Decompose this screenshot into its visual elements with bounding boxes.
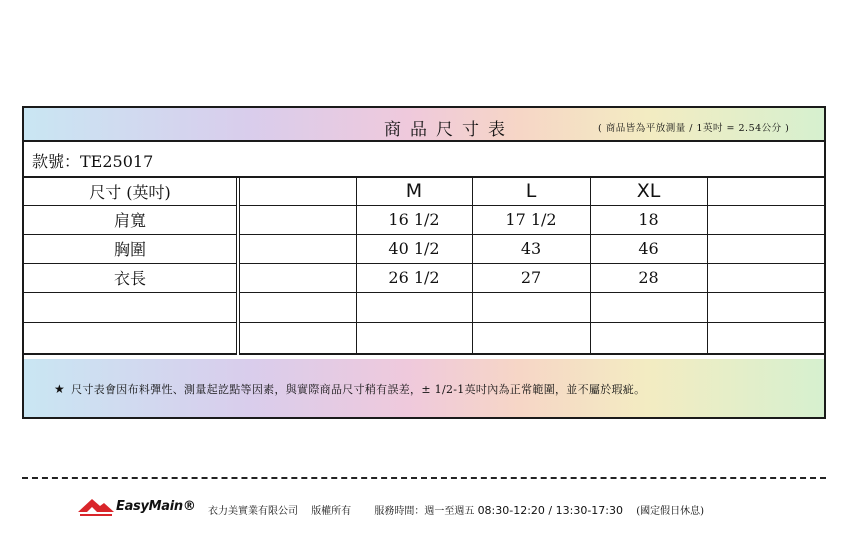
size-header-blank-2 <box>707 178 824 205</box>
row-label: 肩寬 <box>24 205 238 234</box>
service-hours: 08:30-12:20 / 13:30-17:30 <box>477 504 624 517</box>
table-row <box>24 205 824 234</box>
table-row <box>24 292 824 322</box>
table-cell: 17 1/2 <box>472 205 590 234</box>
table-cell: 18 <box>590 205 707 234</box>
copyright: 版權所有 <box>311 506 352 517</box>
size-grid <box>24 178 824 355</box>
size-chart-table <box>22 106 826 419</box>
model-number: 款號：TE25017 <box>32 152 154 171</box>
table-cell <box>707 322 824 354</box>
table-cell: 27 <box>472 263 590 292</box>
disclaimer-row <box>24 359 824 417</box>
title-row <box>24 108 824 142</box>
table-cell <box>238 322 356 354</box>
table-cell <box>472 322 590 354</box>
holiday-note: (國定假日休息) <box>636 506 705 517</box>
mountain-logo-icon <box>78 497 114 517</box>
table-cell <box>707 263 824 292</box>
table-row <box>24 263 824 292</box>
size-header-xl: XL <box>590 178 707 205</box>
size-header-l: L <box>472 178 590 205</box>
table-cell <box>472 292 590 322</box>
size-header-blank <box>238 178 356 205</box>
brand-name: EasyMain® <box>116 499 196 514</box>
header-row <box>24 178 824 205</box>
company-name: 衣力美實業有限公司 <box>208 506 298 517</box>
table-cell <box>707 292 824 322</box>
table-cell: 16 1/2 <box>356 205 472 234</box>
table-cell <box>356 292 472 322</box>
table-cell <box>707 234 824 263</box>
disclaimer <box>54 381 645 397</box>
measure-note: ( 商品皆為平放測量 / 1英吋 = 2.54公分 ) <box>598 123 790 134</box>
table-cell <box>238 292 356 322</box>
table-row <box>24 322 824 354</box>
row-label <box>24 322 238 354</box>
disclaimer-text: 尺寸表會因布料彈性、測量起訖點等因素，與實際商品尺寸稍有誤差，± 1/2-1英吋內為正常範圍，並不屬於瑕疵。 <box>71 383 646 396</box>
table-cell: 26 1/2 <box>356 263 472 292</box>
table-cell <box>238 205 356 234</box>
footer-info <box>208 502 704 517</box>
dashed-divider <box>22 477 826 479</box>
row-label: 衣長 <box>24 263 238 292</box>
row-label <box>24 292 238 322</box>
star-icon: ★ <box>54 382 66 396</box>
table-cell <box>356 322 472 354</box>
model-row <box>24 142 824 178</box>
service-label: 服務時間：週一至週五 <box>374 506 475 517</box>
table-cell: 43 <box>472 234 590 263</box>
table-cell <box>238 234 356 263</box>
table-row <box>24 234 824 263</box>
table-cell <box>590 322 707 354</box>
footer <box>78 497 826 521</box>
table-cell: 28 <box>590 263 707 292</box>
table-cell: 40 1/2 <box>356 234 472 263</box>
row-label: 胸圍 <box>24 234 238 263</box>
size-label-header: 尺寸 (英吋) <box>24 178 238 205</box>
size-header-m: M <box>356 178 472 205</box>
chart-title: 商品尺寸表 <box>384 120 514 140</box>
table-cell <box>590 292 707 322</box>
table-cell <box>707 205 824 234</box>
table-cell <box>238 263 356 292</box>
table-cell: 46 <box>590 234 707 263</box>
